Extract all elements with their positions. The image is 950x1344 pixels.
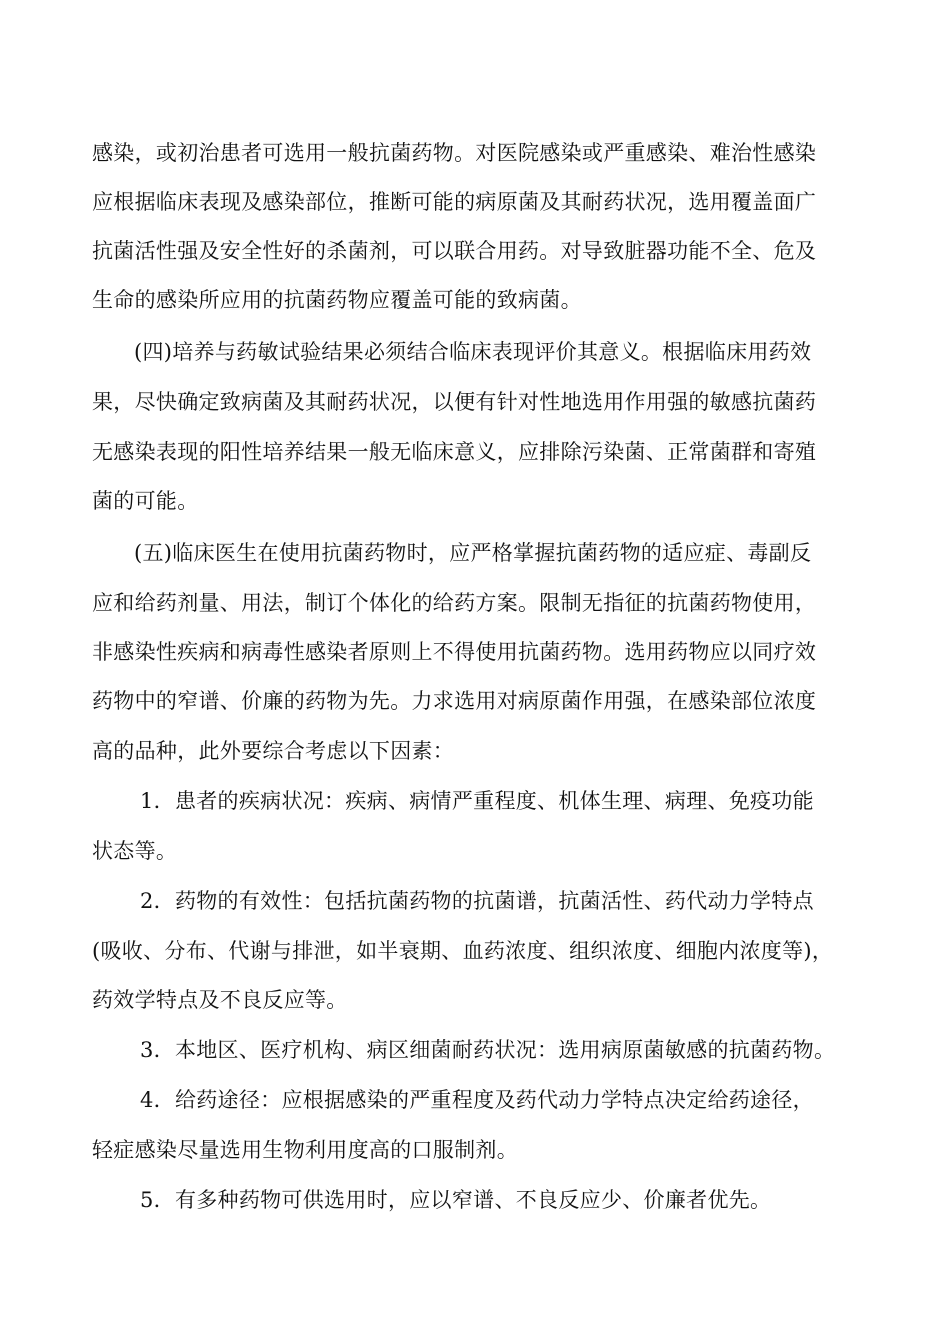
text-line: 感染，或初治患者可选用一般抗菌药物。对医院感染或严重感染、难治性感染 [92, 141, 817, 165]
text-line: 药效学特点及不良反应等。 [92, 988, 348, 1012]
list-item-4: 4．给药途径：应根据感染的严重程度及药代动力学特点决定给药途径， [140, 1088, 814, 1112]
text-line: 无感染表现的阳性培养结果一般无临床意义，应排除污染菌、正常菌群和寄殖 [92, 440, 817, 464]
text-line: 高的品种，此外要综合考虑以下因素： [92, 739, 455, 763]
text-line: 应和给药剂量、用法，制订个体化的给药方案。限制无指征的抗菌药物使用， [92, 591, 817, 615]
text-line: 生命的感染所应用的抗菌药物应覆盖可能的致病菌。 [92, 288, 582, 312]
list-item-5: 5．有多种药物可供选用时，应以窄谱、不良反应少、价廉者优先。 [140, 1188, 772, 1212]
text-line: 状态等。 [92, 839, 178, 863]
list-item-2: 2．药物的有效性：包括抗菌药物的抗菌谱，抗菌活性、药代动力学特点 [140, 889, 814, 913]
list-item-1: 1．患者的疾病状况：疾病、病情严重程度、机体生理、病理、免疫功能 [140, 789, 814, 813]
text-line: (吸收、分布、代谢与排泄，如半衰期、血药浓度、组织浓度、细胞内浓度等)， [92, 939, 834, 963]
paragraph-heading-4: (四)培养与药敏试验结果必须结合临床表现评价其意义。根据临床用药效 [134, 340, 812, 364]
list-item-3: 3．本地区、医疗机构、病区细菌耐药状况：选用病原菌敏感的抗菌药物。 [140, 1038, 836, 1062]
text-line: 菌的可能。 [92, 489, 199, 513]
text-line: 轻症感染尽量选用生物利用度高的口服制剂。 [92, 1138, 518, 1162]
paragraph-heading-5: (五)临床医生在使用抗菌药物时，应严格掌握抗菌药物的适应症、毒副反 [134, 541, 812, 565]
text-line: 应根据临床表现及感染部位，推断可能的病原菌及其耐药状况，选用覆盖面广 [92, 190, 817, 214]
text-line: 非感染性疾病和病毒性感染者原则上不得使用抗菌药物。选用药物应以同疗效 [92, 640, 817, 664]
text-line: 抗菌活性强及安全性好的杀菌剂，可以联合用药。对导致脏器功能不全、危及 [92, 239, 817, 263]
text-line: 果，尽快确定致病菌及其耐药状况，以便有针对性地选用作用强的敏感抗菌药 [92, 390, 817, 414]
text-line: 药物中的窄谱、价廉的药物为先。力求选用对病原菌作用强，在感染部位浓度 [92, 689, 817, 713]
